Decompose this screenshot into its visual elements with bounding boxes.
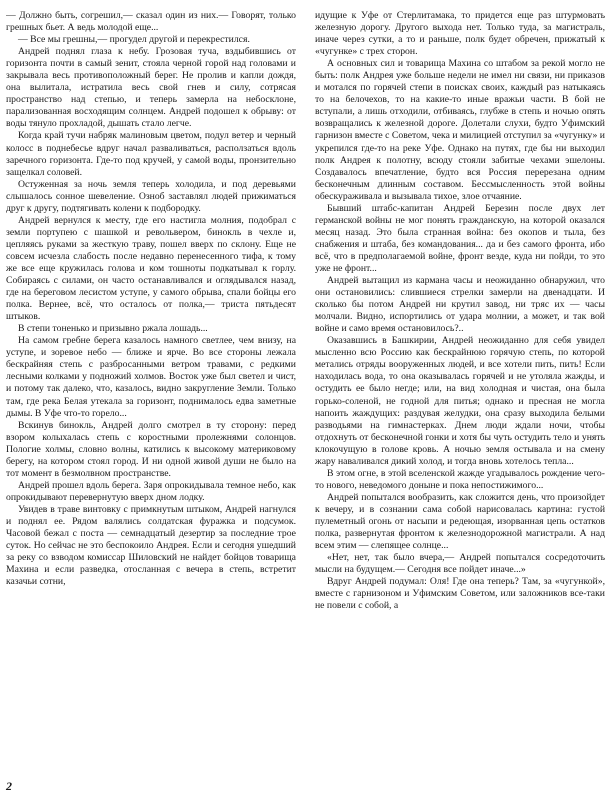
paragraph: Оказавшись в Башкирии, Андрей неожиданно для себя увидел мысленно всю Россию как бескрайнюю горячую степь, по которой метались отряды вооруженных людей, и все хотели пить, пить! Если находилась вода, то она оказывалась горячей и не утоляла жажды, и остудить ее было негде; или, на вид холодная и чистая, она была горько-соленой, не годной для питья; однако и пресная не могла напоить жаждущих: раздувая желудки, она сразу выходила белыми разводьями на гимнастерках. Днем люди ждали ночи, чтобы отдохнуть от бесконечной гонки и хотя бы чуть остудить тело и унять клокочущую в голове кровь. А ночью земля остывала и на смену жару наваливался дикий холод, и тогда вновь хотелось тепла... — [315, 335, 605, 467]
paragraph: Андрей вернулся к месту, где его настигла молния, подобрал с земли портупею с шашкой и револьвером, бинокль в чехле и, цепляясь руками за жесткую траву, пошел вверх по склону. Еще не совсем исчезла слабость после недавно перенесенного тифа, к тому же все еще кружилась голова и ком тошноты подкатывал к горлу. Собираясь с силами, он часто останавливался и оглядывался назад, где на береговом лесистом уступе, у самого обрыва, спали бойцы его полка. Вернее, всё, что осталось от полка,— триста пятьдесят штыков. — [6, 214, 296, 323]
paragraph: Андрей поднял глаза к небу. Грозовая туча, вздыбившись от горизонта почти в самый зенит, стояла черной горой над головами и закрывала весь противоположный берег. Не пролив и капли дождя, она вылитала, истратила весь свой гнев и силу, сотрясая пространство над степью, и теперь замерла на небосклоне, парализованная восходящим солнцем. Андрей подошел к обрыву: от воды тянуло прохладой, дышать стало легче. — [6, 46, 296, 130]
text-columns — [6, 10, 605, 778]
paragraph: Андрей прошел вдоль берега. Заря опрокидывала темное небо, как опрокидывают перевернутую вверх дном лодку. — [6, 479, 296, 503]
paragraph: Остуженная за ночь земля теперь холодила, и под деревьями слышалось сонное шевеление. Озноб заставлял людей прижиматься друг к другу, подтягивать колени к подбородку. — [6, 178, 296, 214]
paragraph: А основных сил и товарища Махина со штабом за рекой могло не быть: полк Андрея уже больше недели не имел ни связи, ни приказов и мотался по горячей степи в поисках своих, каждый раз натыкаясь то на белочехов, то на какие-то иные вражьи части. В бой не вступали, а лишь отходили, отбиваясь, глубже в степь и ночью опять возвращались к железной дороге. Долетали слухи, будто Уфимский гарнизон вместе с Советом, чека и милицией отступил за «чугунку» и укрепился где-то на реке Уфе. Однако на путях, где бы ни выходил полк Андрея к полотну, всюду стояли забитые чехами эшелоны. Создавалось впечатление, будто вся Россия перерезана одним бесконечным длинным составом. Бессмысленность этой войны обескураживала и вызывала тихое, злое отчаяние. — [315, 58, 605, 202]
paragraph: идущие к Уфе от Стерлитамака, то придется еще раз штурмовать железную дорогу. Другого выхода нет. Только туда, за магистраль, иначе через сутки, а то и раньше, полк будет обречен, прижатый к «чугунке» с трех сторон. — [315, 10, 605, 58]
paragraph: «Нет, нет, так было вчера,— Андрей попытался сосредоточить мысли на будущем.— Сегодня все пойдет иначе...» — [315, 552, 605, 576]
paragraph: Вдруг Андрей подумал: Оля! Где она теперь? Там, за «чугункой», вместе с гарнизоном и Уфимским Советом, или заложников все-таки не повели с собой, а — [315, 576, 605, 612]
paragraph: В этом огне, в этой вселенской жажде угадывалось рождение чего-то нового, неведомого доныне и пока непостижимого... — [315, 467, 605, 491]
right-column — [315, 10, 605, 778]
paragraph: — Все мы грешны,— прогудел другой и перекрестился. — [18, 34, 250, 46]
paragraph: Андрей вытащил из кармана часы и неожиданно обнаружил, что они остановились: слившиеся стрелки замерли на двенадцати. И сколько бы потом Андрей ни крутил завод, ни тряс их — часы молчали. Видно, испортились от удара молнии, а может, и так вой войне и само время остановилось?.. — [315, 275, 605, 335]
paragraph: Когда край тучи набряк малиновым цветом, подул ветер и черный колосс в поднебесье вдруг начал разваливаться, расползаться вдоль заречного горизонта. Где-то под кручей, у самой воды, пронзительно защелкал соловей. — [6, 130, 296, 178]
paragraph: Увидев в траве винтовку с примкнутым штыком, Андрей нагнулся и поднял ее. Рядом валялись солдатская фуражка и подсумок. Часовой бежал с поста — семнадцатый дезертир за последние трое суток. Но сейчас не это беспокоило Андрея. Если и сегодня ушедший за реку со взводом комиссар Шиловский не найдет бойцов товарища Махина и если разведка, отосланная с вечера в степь, встретит казачьи сотни, — [6, 503, 296, 588]
paragraph: — Должно быть, согрешил,— сказал один из них.— Говорят, только грешных бьет. А ведь молодой еще... — [6, 10, 296, 34]
page-number: 2 — [6, 779, 12, 793]
paragraph: Бывший штабс-капитан Андрей Березин после двух лет германской войны не мог понять гражданскую, на которой оказался месяц назад. Это была странная война: без окопов и тыла, без снабжения и штаба, без командования... да и без самого фронта, ибо всё, что в предполагаемой войне, фронт везде, куда ни пойди, то это уже не фронт... — [315, 202, 605, 274]
paragraph: В степи тоненько и призывно ржала лошадь... — [18, 323, 208, 335]
paragraph: Вскинув бинокль, Андрей долго смотрел в ту сторону: перед взором колыхалась степь с коростными пролежнями солонцов. Пологие холмы, словно волны, катились к высокому материковому берегу, на котором стоял город. И ни одной живой души не было на тот момент в безмолвном пространстве. — [6, 419, 296, 479]
left-column — [6, 10, 296, 778]
paragraph: На самом гребне берега казалось намного светлее, чем внизу, на уступе, и зоревое небо — ближе и ярче. Во все стороны лежала бескрайняя степь с разбросанными ветром травами, с редкими лесными колками у подножий холмов. Восток уже был светел и чист, и потому так далеко, что, казалось, видно закругление Земли. Только там, где река Белая утекала за горизонт, поднималось едва заметные дымы. В Уфе что-то горело... — [6, 335, 296, 419]
paragraph: Андрей попытался вообразить, как сложится день, что произойдет к вечеру, и в сознании сама собой нарисовалась картина: густой пулеметный огонь от насыпи и редеющая, изорванная цепь остатков полка, развернутая фронтом к железнодорожной магистрали. А над всем этим — слепящее солнце... — [315, 491, 605, 552]
